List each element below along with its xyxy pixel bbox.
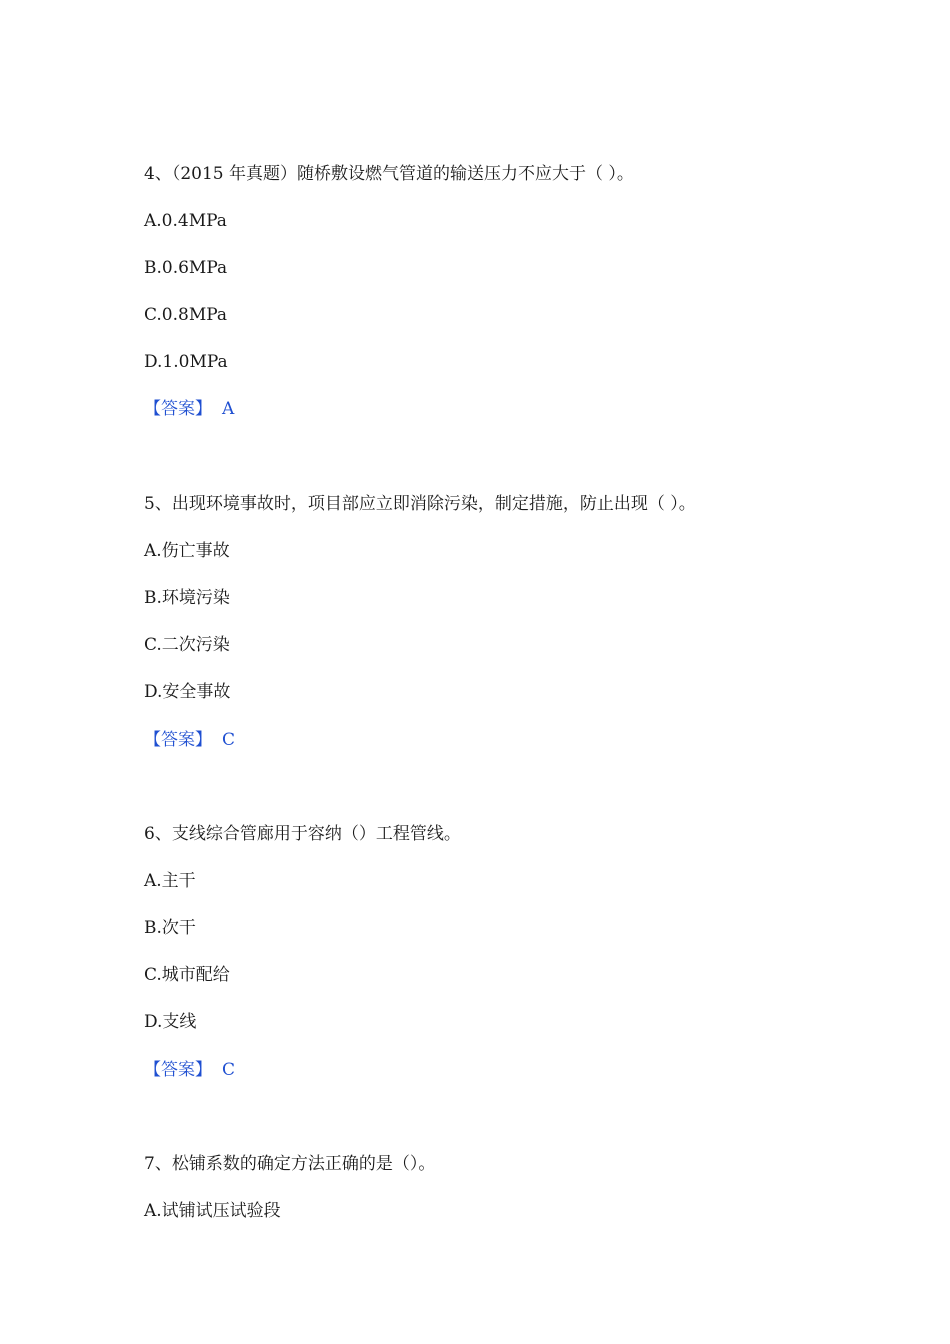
question-4-answer: [144, 398, 234, 420]
question-6-option-b: B.次干: [144, 918, 196, 938]
question-6-answer: [144, 1059, 235, 1081]
answer-value: A: [222, 399, 235, 419]
answer-value: C: [222, 730, 236, 750]
answer-label: 【答案】: [144, 399, 212, 419]
answer-value: C: [222, 1060, 236, 1080]
question-4-option-a: A.0.4MPa: [144, 211, 227, 231]
question-7-stem: 7、松铺系数的确定方法正确的是（）。: [144, 1154, 436, 1174]
question-4-option-c: C.0.8MPa: [144, 305, 228, 325]
question-6-option-c: C.城市配给: [144, 965, 230, 985]
question-5-option-d: D.安全事故: [144, 682, 231, 702]
question-4-stem: 4、（2015 年真题）随桥敷设燃气管道的输送压力不应大于（ ）。: [144, 164, 634, 184]
answer-label: 【答案】: [144, 1060, 212, 1080]
question-6-option-a: A.主干: [144, 871, 196, 891]
question-4-option-b: B.0.6MPa: [144, 258, 228, 278]
question-4-option-d: D.1.0MPa: [144, 352, 228, 372]
question-5-stem: 5、出现环境事故时，项目部应立即消除污染，制定措施，防止出现（ ）。: [144, 494, 696, 514]
question-5-option-c: C.二次污染: [144, 635, 230, 655]
question-5-option-b: B.环境污染: [144, 588, 230, 608]
question-6-option-d: D.支线: [144, 1012, 197, 1032]
question-5-answer: [144, 729, 235, 751]
answer-label: 【答案】: [144, 730, 212, 750]
question-6-stem: 6、支线综合管廊用于容纳（）工程管线。: [144, 824, 461, 844]
question-7-option-a: A.试铺试压试验段: [144, 1201, 281, 1221]
question-5-option-a: A.伤亡事故: [144, 541, 230, 561]
